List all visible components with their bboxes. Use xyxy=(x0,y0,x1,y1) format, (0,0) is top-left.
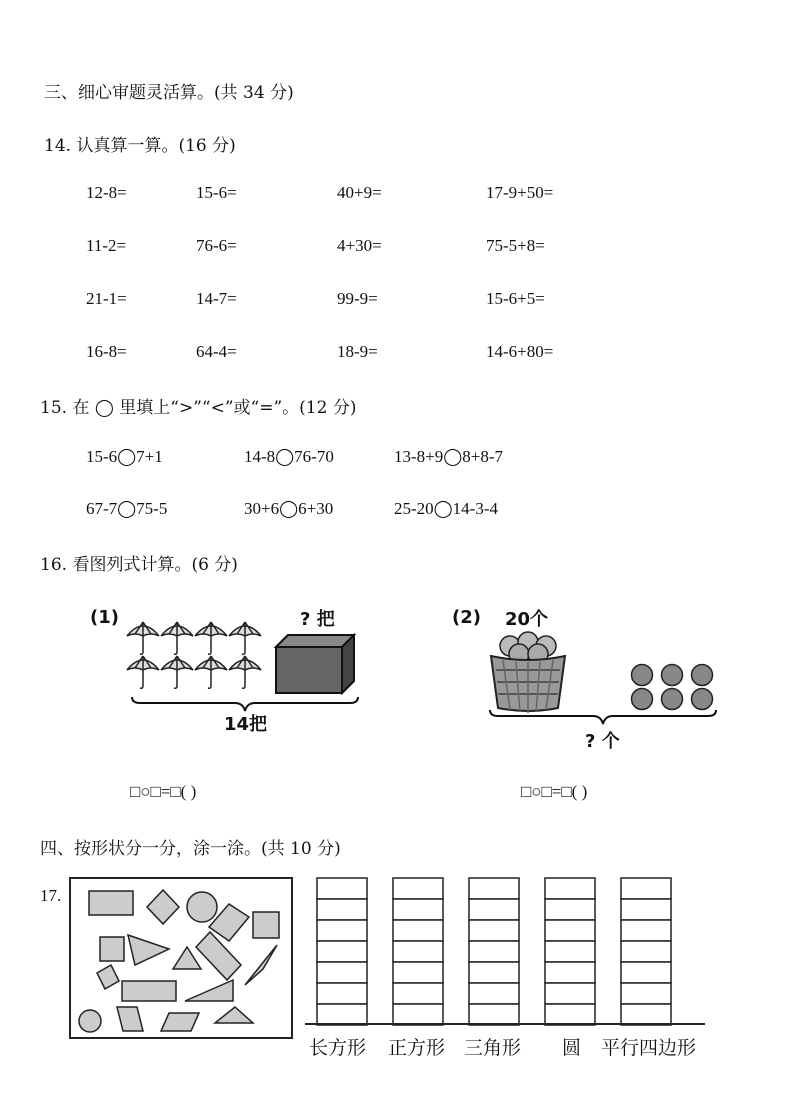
umbrella-icon xyxy=(229,622,261,654)
answer-cell[interactable] xyxy=(545,983,595,1004)
q14-item: 15-6+5= xyxy=(486,289,545,308)
answer-cell[interactable] xyxy=(545,899,595,920)
answer-cell[interactable] xyxy=(621,920,671,941)
shapes-panel xyxy=(69,877,293,1039)
q15-item: 14-8◯76-70 xyxy=(244,447,334,466)
q14-item: 12-8= xyxy=(86,183,127,202)
answer-cell[interactable] xyxy=(545,962,595,983)
q14-item: 18-9= xyxy=(337,342,378,361)
basket-icon xyxy=(488,630,568,715)
answer-cell[interactable] xyxy=(393,1004,443,1025)
rectangle-shape xyxy=(89,891,133,915)
q14-item: 21-1= xyxy=(86,289,127,308)
answer-cell[interactable] xyxy=(545,920,595,941)
answer-column[interactable] xyxy=(393,878,443,1025)
ball-icon xyxy=(662,665,683,686)
answer-cell[interactable] xyxy=(393,962,443,983)
ball-icon xyxy=(692,689,713,710)
fig2-question: ? 个 xyxy=(585,731,620,752)
q14-item: 40+9= xyxy=(337,183,382,202)
answer-cell[interactable] xyxy=(621,983,671,1004)
fig2-total: 20个 xyxy=(505,609,549,630)
umbrella-icon xyxy=(127,656,159,688)
answer-column[interactable] xyxy=(621,878,671,1025)
umbrella-icon xyxy=(127,622,159,654)
answer-cell[interactable] xyxy=(545,878,595,899)
q14-item: 11-2= xyxy=(86,236,127,255)
ball-icon xyxy=(632,665,653,686)
answer-cell[interactable] xyxy=(317,1004,367,1025)
q15-title: 15. 在 ◯ 里填上“>”“<”或“=”。(12 分) xyxy=(40,398,357,418)
q16-title: 16. 看图列式计算。(6 分) xyxy=(40,555,238,575)
answer-cell[interactable] xyxy=(545,1004,595,1025)
answer-column[interactable] xyxy=(545,878,595,1025)
answer-cell[interactable] xyxy=(621,941,671,962)
answer-cell[interactable] xyxy=(469,878,519,899)
square-shape xyxy=(100,937,124,961)
q15-item: 30+6◯6+30 xyxy=(244,499,334,518)
answer-cell[interactable] xyxy=(621,878,671,899)
column-label-triangle: 三角形 xyxy=(464,1037,522,1059)
q15-item: 25-20◯14-3-4 xyxy=(394,499,499,518)
answer-cell[interactable] xyxy=(469,941,519,962)
q15-item: 67-7◯75-5 xyxy=(86,499,168,518)
umbrella-icon xyxy=(195,622,227,654)
answer-cell[interactable] xyxy=(545,941,595,962)
answer-cell[interactable] xyxy=(469,983,519,1004)
q14-item: 75-5+8= xyxy=(486,236,545,255)
q15-item: 13-8+9◯8+8-7 xyxy=(394,447,504,466)
answer-cell[interactable] xyxy=(317,920,367,941)
answer-cell[interactable] xyxy=(393,920,443,941)
fig2-brace xyxy=(488,708,718,728)
q14-item: 99-9= xyxy=(337,289,378,308)
answer-cell[interactable] xyxy=(317,899,367,920)
rectangle-shape xyxy=(122,981,176,1001)
answer-cell[interactable] xyxy=(469,962,519,983)
q14-item: 14-6+80= xyxy=(486,342,554,361)
answer-cell[interactable] xyxy=(317,878,367,899)
q14-item: 76-6= xyxy=(196,236,237,255)
answer-cell[interactable] xyxy=(469,1004,519,1025)
answer-cell[interactable] xyxy=(469,920,519,941)
section-3-heading: 三、细心审题灵活算。(共 34 分) xyxy=(44,83,294,103)
answer-cell[interactable] xyxy=(393,983,443,1004)
answer-cell[interactable] xyxy=(621,1004,671,1025)
answer-cell[interactable] xyxy=(317,983,367,1004)
q17-number: 17. xyxy=(40,886,62,905)
fig1-answer[interactable]: □○□=□( ) xyxy=(130,782,197,801)
fig1-label: (1) xyxy=(90,607,119,628)
answer-cell[interactable] xyxy=(317,962,367,983)
answer-cell[interactable] xyxy=(621,899,671,920)
q15-item: 15-6◯7+1 xyxy=(86,447,163,466)
ball-icon xyxy=(662,689,683,710)
column-label-rectangle: 长方形 xyxy=(309,1037,367,1059)
answer-cell[interactable] xyxy=(621,962,671,983)
answer-column[interactable] xyxy=(469,878,519,1025)
ball-icon xyxy=(632,689,653,710)
section-4-heading: 四、按形状分一分，涂一涂。(共 10 分) xyxy=(40,839,341,859)
answer-column[interactable] xyxy=(317,878,367,1025)
circle-shape xyxy=(187,892,217,922)
q14-item: 64-4= xyxy=(196,342,237,361)
fig2-label: (2) xyxy=(452,607,481,628)
answer-columns[interactable] xyxy=(305,877,705,1027)
umbrella-icon xyxy=(161,656,193,688)
balls-group xyxy=(630,663,718,713)
box-icon xyxy=(272,633,357,695)
answer-cell[interactable] xyxy=(469,899,519,920)
q14-title: 14. 认真算一算。(16 分) xyxy=(44,136,236,156)
square-shape xyxy=(253,912,279,938)
fig2-answer[interactable]: □○□=□( ) xyxy=(521,782,588,801)
umbrella-icon xyxy=(161,622,193,654)
column-label-circle: 圆 xyxy=(562,1037,582,1059)
umbrella-icon xyxy=(195,656,227,688)
umbrella-group xyxy=(125,618,270,693)
column-label-square: 正方形 xyxy=(388,1037,446,1059)
q14-item: 16-8= xyxy=(86,342,127,361)
answer-cell[interactable] xyxy=(393,899,443,920)
q14-item: 14-7= xyxy=(196,289,237,308)
umbrella-icon xyxy=(229,656,261,688)
fig1-total: 14把 xyxy=(224,714,268,735)
fig1-question: ? 把 xyxy=(300,609,335,630)
answer-cell[interactable] xyxy=(393,941,443,962)
circle-shape xyxy=(79,1010,101,1032)
q14-item: 4+30= xyxy=(337,236,382,255)
answer-cell[interactable] xyxy=(393,878,443,899)
q14-item: 17-9+50= xyxy=(486,183,554,202)
column-label-parallelogram: 平行四边形 xyxy=(601,1037,697,1059)
q14-item: 15-6= xyxy=(196,183,237,202)
answer-cell[interactable] xyxy=(317,941,367,962)
ball-icon xyxy=(692,665,713,686)
